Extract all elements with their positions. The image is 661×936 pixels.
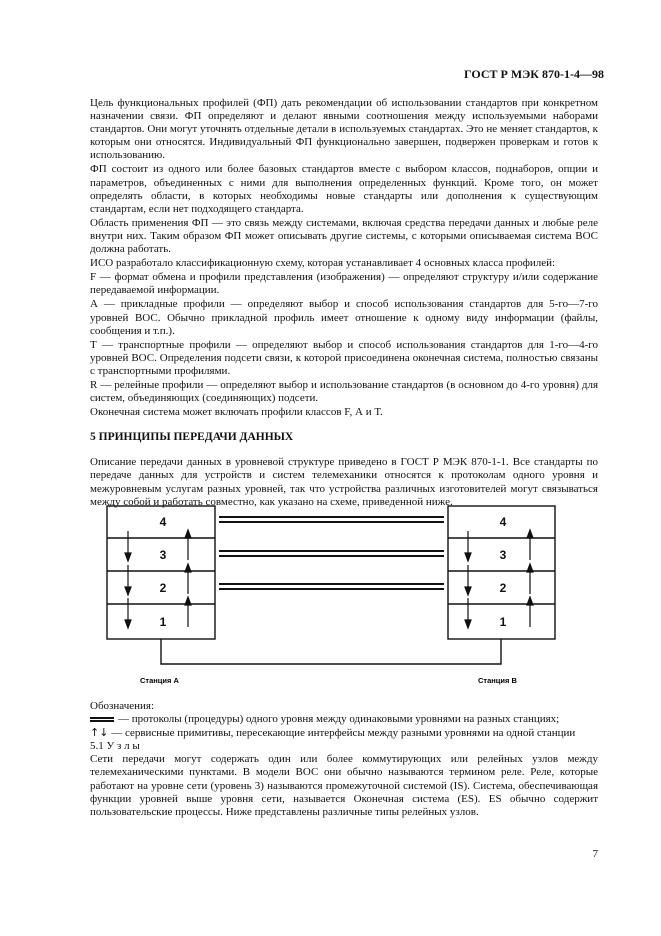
paragraph-end-system [90,406,598,419]
paragraph-f-class [90,271,598,297]
paragraph-text: Оконечная система может включать профили классов F, А и Т. [90,406,383,419]
section-text [90,456,598,508]
paragraph-text: ИСО разработало классификационную схему, которая устанавливает 4 основных класса профилей: [90,257,556,270]
legend-block [90,700,598,819]
paragraph-text: Описание передачи данных в уровневой структуре приведено в ГОСТ Р МЭК 870-1-1. Все стандарты по передаче данных для устройств и систем телемеханики относятся к протоколам одного уровня и межуровневым услугам разных уровней, так что устройства различных изготовителей могут связываться между собой и работать совместно, как указано на схеме, приведенной ниже. [90,456,598,508]
level-1-a: 1 [159,615,167,629]
level-2-b: 2 [499,581,507,595]
paragraph-purpose [90,97,598,162]
legend-primitives [90,726,598,740]
level-4-a: 4 [159,515,167,529]
station-a-label: Станция А [140,676,179,685]
subsection-title: 5.1 У з л ы [90,740,140,753]
physical-link [161,639,501,664]
double-line-icon [90,717,114,722]
legend-title: Обозначения: [90,700,155,712]
paragraph-t-class [90,339,598,378]
document-code: ГОСТ Р МЭК 870-1-4—98 [464,67,604,81]
paragraph-text: ФП состоит из одного или более базовых стандартов вместе с выбором классов, поднаборов, опции и параметров, объединенных с ними для выполнения определенных функций. Кроме того, он может определять области, в которых необходимы новые стандарты или дополнения к существующим стандартам, если нет подходящего стандарта. [90,163,598,215]
paragraph-a-class [90,298,598,337]
station-b-box [448,506,555,639]
paragraph-r-class [90,379,598,405]
paragraph-text: Т — транспортные профили — определяют выбор и способ использования стандартов для 1-го—4-го уровней ВОС. Определения подсети связи, к которой присоединена оконечная система, полностью связаны с транспортными профилями. [90,338,598,377]
paragraph-scope [90,217,598,256]
station-b-label: Станция В [478,676,517,685]
paragraph-text: Цель функциональных профилей (ФП) дать рекомендации об использовании стандартов при конкретном назначении связи. ФП определяют и делают явными соотношения между используемыми наборами стандартов. Они могут уточнять отдельные детали в используемых стандартах. Это не меняет стандартов, к которым они относятся. Индивидуальный ФП функционально завершен, подвержен проверкам и готов к использованию. [90,97,598,162]
page-number: 7 [592,848,598,860]
paragraph-iso [90,257,598,270]
station-a-box [107,506,215,639]
paragraph-composition [90,163,598,215]
level-4-b: 4 [499,515,507,529]
paragraph-text: R — релейные профили — определяют выбор и использование стандартов (в основном до 4-го уровня) для систем, объединяющих (соединяющих) подсети. [90,378,598,405]
legend-primitives-text: — сервисные примитивы, пересекающие интерфейсы между разными уровнями на одной станции [111,727,576,740]
legend-protocols [90,713,598,726]
service-primitive-arrows [125,530,533,628]
paragraph-text: F — формат обмена и профили представления (изображения) — определяют структуру и/или содержание передаваемой информации. [90,271,598,297]
level-3-a: 3 [159,548,167,562]
level-3-b: 3 [499,548,507,562]
level-2-a: 2 [159,581,167,595]
section-title: 5 ПРИНЦИПЫ ПЕРЕДАЧИ ДАННЫХ [90,431,294,444]
nodes-paragraph [90,753,598,818]
paragraph-text: Сети передачи могут содержать один или более коммутирующих или релейных узлов между телемеханическими пунктами. В модели ВОС они обычно называются термином реле. Реле, которые работают на уровне сети (уровень 3) называются промежуточной системой (IS). Система, обеспечивающая функции уровней выше уровня сети, называется Оконечная система (ES). ES обычно содержит пользовательские процессы. Ниже представлены различные типы релейных узлов. [90,753,598,818]
paragraph-text: Область применения ФП — это связь между системами, включая средства передачи данных и любые реле внутри них. Таким образом ФП может описывать другие системы, с которыми описываемая система ВОС должна работать. [90,216,598,256]
body-text [90,97,598,510]
up-down-arrows-icon: ↑↓ [90,726,109,740]
protocol-lines [219,517,444,589]
level-1-b: 1 [499,615,507,629]
legend-protocols-text: — протоколы (процедуры) одного уровня между одинаковыми уровнями на разных станциях; [118,713,560,726]
paragraph-text: А — прикладные профили — определяют выбор и способ использования стандартов для 5-го—7-го уровней ВОС. Обычно прикладной профиль имеет отношение к одному виду информации (файлы, сообщения и т.п.). [90,298,598,337]
